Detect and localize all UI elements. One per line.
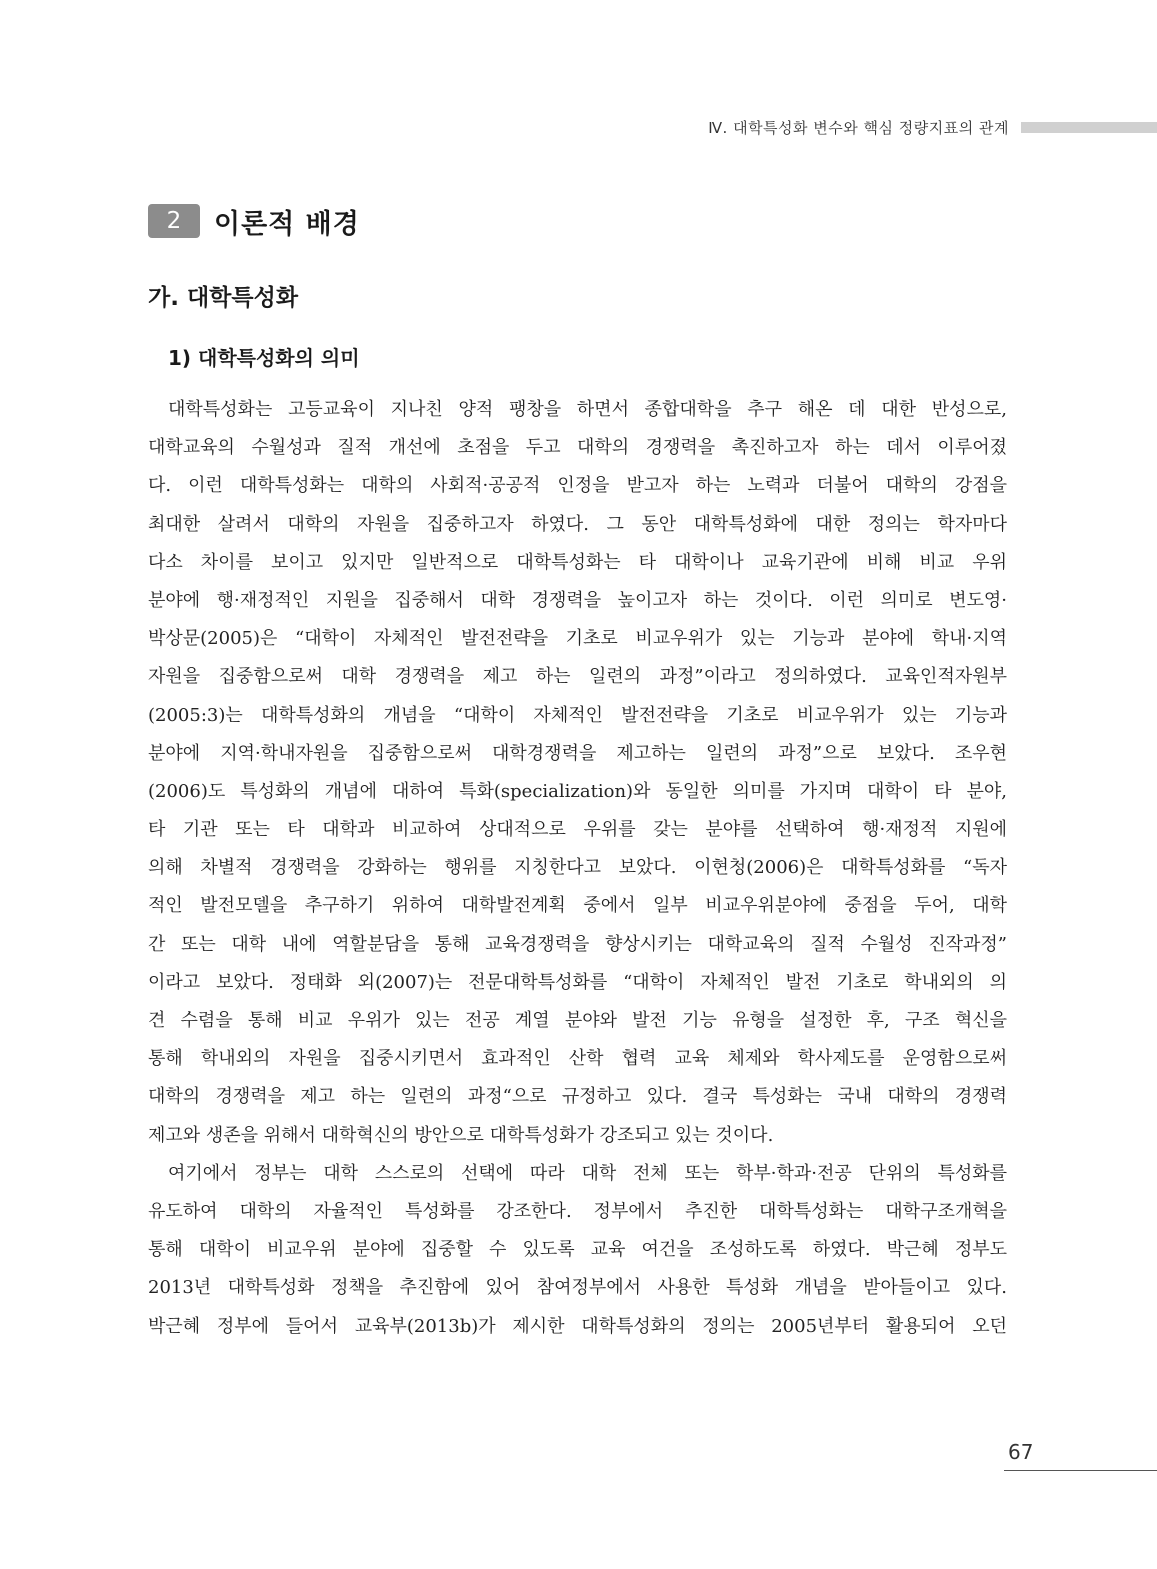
body-line: 분야에 지역·학내자원을 집중함으로써 대학경쟁력을 제고하는 일련의 과정”으로 보았다. 조우현 [148,742,1007,764]
body-line: (2005:3)는 대학특성화의 개념을 “대학이 자체적인 발전전략을 기초로 비교우위가 있는 기능과 [148,704,1007,726]
body-line: 간 또는 대학 내에 역할분담을 통해 교육경쟁력을 향상시키는 대학교육의 질적 수월성 진작과정” [148,933,1007,955]
body-line: 대학특성화는 고등교육이 지나친 양적 팽창을 하면서 종합대학을 추구 해온 데 대한 반성으로, [168,399,1007,420]
body-line: 의해 차별적 경쟁력을 강화하는 행위를 지칭한다고 보았다. 이현청(2006)은 대학특성화를 “독자 [148,857,1007,879]
body-line: 통해 대학이 비교우위 분야에 집중할 수 있도록 교육 여건을 조성하도록 하였다. 박근혜 정부도 [148,1239,1007,1261]
body-line: (2006)도 특성화의 개념에 대하여 특화(specialization)와 동일한 의미를 가지며 대학이 타 분야, [148,780,1007,802]
body-line: 자원을 집중함으로써 대학 경쟁력을 제고 하는 일련의 과정”이라고 정의하였다. 교육인적자원부 [148,666,1007,688]
section-heading [148,203,360,239]
section-number-badge: 2 [148,204,200,238]
body-line: 이라고 보았다. 정태화 외(2007)는 전문대학특성화를 “대학이 자체적인 발전 기초로 학내외의 의 [148,971,1007,993]
body-line: 박상문(2005)은 “대학이 자체적인 발전전략을 기초로 비교우위가 있는 기능과 분야에 학내·지역 [148,628,1007,650]
body-text [148,391,1007,1346]
page-number-rule [1004,1470,1157,1471]
subsection-title: 가. 대학특성화 [148,285,299,311]
body-line: 2013년 대학특성화 정책을 추진함에 있어 참여정부에서 사용한 특성화 개념을 받아들이고 있다. [148,1277,1007,1299]
body-line: 박근혜 정부에 들어서 교육부(2013b)가 제시한 대학특성화의 정의는 2005년부터 활용되어 오던 [148,1315,1007,1337]
running-header [0,117,1157,141]
body-line: 타 기관 또는 타 대학과 비교하여 상대적으로 우위를 갖는 분야를 선택하여 행·재정적 지원에 [148,819,1007,841]
running-header-title: Ⅳ. 대학특성화 변수와 핵심 정량지표의 관계 [708,119,1009,137]
section-title: 이론적 배경 [214,208,360,240]
body-line: 대학교육의 수월성과 질적 개선에 초점을 두고 대학의 경쟁력을 촉진하고자 하는 데서 이루어졌 [148,437,1007,459]
body-line: 여기에서 정부는 대학 스스로의 선택에 따라 대학 전체 또는 학부·학과·전공 단위의 특성화를 [168,1162,1007,1184]
body-line: 적인 발전모델을 추구하기 위하여 대학발전계획 중에서 일부 비교우위분야에 중점을 두어, 대학 [148,895,1007,917]
body-line: 대학의 경쟁력을 제고 하는 일련의 과정“으로 규정하고 있다. 결국 특성화는 국내 대학의 경쟁력 [148,1086,1007,1108]
body-line: 분야에 행·재정적인 지원을 집중해서 대학 경쟁력을 높이고자 하는 것이다. 이런 의미로 변도영· [148,589,1007,611]
body-line: 최대한 살려서 대학의 자원을 집중하고자 하였다. 그 동안 대학특성화에 대한 정의는 학자마다 [148,513,1007,535]
body-line: 견 수렴을 통해 비교 우위가 있는 전공 계열 분야와 발전 기능 유형을 설정한 후, 구조 혁신을 [148,1010,1007,1031]
body-line: 다소 차이를 보이고 있지만 일반적으로 대학특성화는 타 대학이나 교육기관에 비해 비교 우위 [148,551,1007,573]
body-line: 제고와 생존을 위해서 대학혁신의 방안으로 대학특성화가 강조되고 있는 것이다. [148,1124,774,1146]
subsubsection-title: 1) 대학특성화의 의미 [168,346,360,370]
body-line: 통해 학내외의 자원을 집중시키면서 효과적인 산학 협력 교육 체제와 학사제도를 운영함으로써 [148,1048,1007,1070]
page-number: 67 [1008,1440,1034,1464]
body-line: 다. 이런 대학특성화는 대학의 사회적·공공적 인정을 받고자 하는 노력과 더불어 대학의 강점을 [148,475,1007,497]
running-header-bar [1021,122,1157,133]
body-line: 유도하여 대학의 자율적인 특성화를 강조한다. 정부에서 추진한 대학특성화는 대학구조개혁을 [148,1200,1007,1222]
